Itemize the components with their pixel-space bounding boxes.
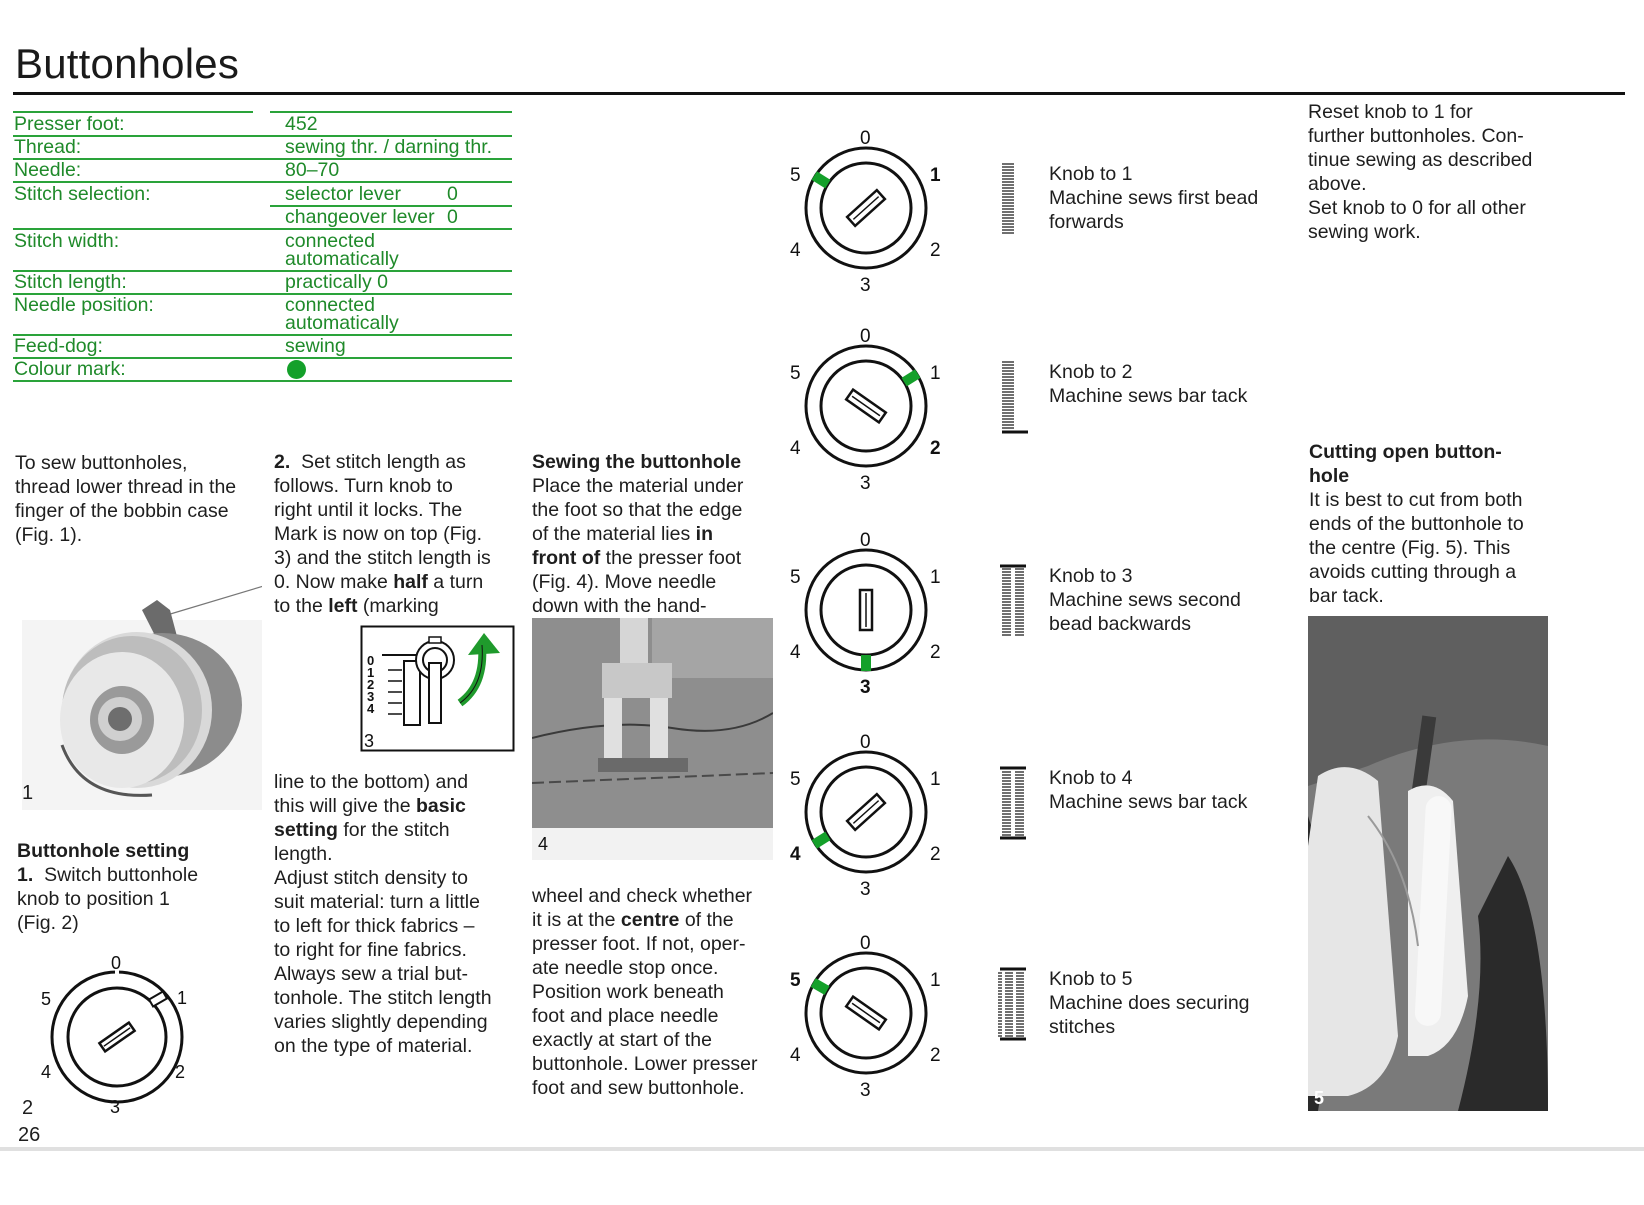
spec-value: sewing thr. / darning thr. <box>285 136 493 158</box>
presser-foot-photo <box>532 618 773 860</box>
dial-label: 0 <box>111 955 122 973</box>
spec-value: automatically <box>285 248 399 270</box>
dial-label: 0 <box>860 933 871 954</box>
dial-label: 2 <box>175 1062 186 1082</box>
page-number: 26 <box>18 1124 41 1146</box>
cutting-buttonhole-photo <box>1308 616 1548 1111</box>
stitch-pattern-icon <box>996 562 1030 640</box>
spec-label: Colour mark: <box>14 358 126 380</box>
knob-dial-fig2 <box>35 955 200 1115</box>
spec-label: Stitch length: <box>14 271 127 293</box>
figure-number: 5 <box>1314 1088 1325 1108</box>
spec-value: automatically <box>285 312 399 334</box>
knob-dial-3 <box>786 522 946 694</box>
stitch-pattern-icon <box>996 965 1030 1043</box>
dial-label: 4 <box>790 642 801 663</box>
dial-label: 1 <box>930 363 941 384</box>
stitch-pattern-icon <box>996 358 1030 436</box>
spec-value: 80–70 <box>285 159 340 181</box>
figure-number: 1 <box>22 782 34 804</box>
knob-step-5-text: Knob to 5 Machine does securing stitches <box>1049 968 1250 1038</box>
step2-text: 2. Set stitch length as follows. Turn knob to right until it locks. The Mark is now on top (Fig. 3) and the stitch length is 0. Now make half a turn to the left (marking <box>274 451 491 617</box>
dial-label: 0 <box>860 530 871 551</box>
dial-label: 0 <box>860 326 871 347</box>
dial-label: 2 <box>930 642 941 663</box>
dial-label: 5 <box>790 363 801 384</box>
scale-label: 0 <box>367 653 375 668</box>
dial-label: 1 <box>930 567 941 588</box>
dial-label: 2 <box>930 844 941 865</box>
section-heading: Sewing the buttonhole <box>532 451 742 473</box>
page-title: Buttonholes <box>15 40 240 87</box>
colour-mark <box>861 655 871 671</box>
stitch-length-knob-diagram <box>360 625 516 753</box>
cutting-section: Cutting open button- hole It is best to cut from both ends of the buttonhole to the centre (Fig. 5). This avoids cutting through a bar tack. <box>1309 441 1524 607</box>
dial-label: 5 <box>41 989 52 1009</box>
spec-value: 452 <box>285 113 318 135</box>
spec-value-zero: 0 <box>447 183 458 205</box>
spec-label: Needle: <box>14 159 82 181</box>
section-heading: Cutting open button- <box>1309 441 1502 463</box>
dial-label: 4 <box>790 844 801 865</box>
spec-value-zero: 0 <box>447 206 458 228</box>
sewing-buttonhole-section: Sewing the buttonhole Place the material under the foot so that the edge of the material lies in front of the presser foot (Fig. 4). Move needle down with the hand- <box>532 451 744 617</box>
bobbin-case-photo <box>22 585 262 810</box>
dial-label: 2 <box>930 1045 941 1066</box>
dial-label: 5 <box>790 165 801 186</box>
spec-value: practically 0 <box>285 271 388 293</box>
intro-text: To sew buttonholes, thread lower thread in the finger of the bobbin case (Fig. 1). <box>15 452 237 546</box>
dial-label: 1 <box>930 165 941 186</box>
knob-step-4-text: Knob to 4 Machine sews bar tack <box>1049 767 1248 813</box>
section-heading: Buttonhole setting <box>17 840 190 862</box>
reset-text: Reset knob to 1 for further buttonholes. Con- tinue sewing as described above. Set knob to 0 for all other sewing work. <box>1308 101 1533 243</box>
spec-value: changeover lever <box>285 206 435 228</box>
scale-label: 4 <box>367 701 375 716</box>
dial-label: 0 <box>860 128 871 149</box>
spec-value: connected <box>285 294 375 316</box>
dial-label: 5 <box>790 567 801 588</box>
dial-label: 0 <box>860 732 871 753</box>
knob-dial-4 <box>786 724 946 896</box>
knob-step-1-text: Knob to 1 Machine sews first bead forwards <box>1049 163 1259 233</box>
knob-dial-1 <box>786 120 946 292</box>
step2-text-continued: line to the bottom) and this will give the basic setting for the stitch length. Adjust stitch density to suit material: turn a little to left for thick fabrics – to right for fine fabrics. Always sew a trial but- tonhole. The stitch length varies slightly depending on the type of material. <box>274 771 492 1057</box>
dial-label: 4 <box>790 1045 801 1066</box>
spec-label: Feed-dog: <box>14 335 103 357</box>
dial-label: 5 <box>790 769 801 790</box>
figure-number: 4 <box>538 834 549 854</box>
dial-label: 1 <box>177 988 188 1008</box>
scale-label: 1 <box>367 665 375 680</box>
spec-label: Stitch selection: <box>14 183 151 205</box>
spec-label: Needle position: <box>14 294 154 316</box>
stitch-pattern-icon <box>996 764 1030 842</box>
dial-label: 3 <box>860 677 871 694</box>
dial-label: 3 <box>860 879 871 896</box>
dial-label: 5 <box>790 970 801 991</box>
spec-rule <box>13 158 512 160</box>
spec-value: sewing <box>285 335 346 357</box>
spec-label: Thread: <box>14 136 82 158</box>
spec-label: Presser foot: <box>14 113 125 135</box>
page-bottom-edge <box>0 1147 1644 1151</box>
spec-label: Stitch width: <box>14 230 120 252</box>
knob-step-2-text: Knob to 2 Machine sews bar tack <box>1049 361 1248 407</box>
spec-value: connected <box>285 230 375 252</box>
scale-label: 2 <box>367 677 375 692</box>
title-divider <box>13 92 1625 95</box>
dial-label: 3 <box>110 1097 121 1115</box>
dial-label: 3 <box>860 473 871 490</box>
spec-value: selector lever <box>285 183 401 205</box>
dial-label: 3 <box>860 1080 871 1097</box>
knob-dial-5 <box>786 925 946 1097</box>
dial-label: 4 <box>790 240 801 261</box>
dial-label: 1 <box>930 970 941 991</box>
figure-number: 2 <box>22 1097 34 1119</box>
stitch-pattern-icon <box>996 160 1030 238</box>
sewing-buttonhole-continued: wheel and check whether it is at the centre of the presser foot. If not, oper- ate needle stop once. Position work beneath foot and place needle exactly at start of the buttonhole. Lower presser foot and sew buttonhole. <box>532 885 758 1099</box>
dial-label: 2 <box>930 438 941 459</box>
scale-label: 3 <box>367 689 375 704</box>
knob-dial-2 <box>786 318 946 490</box>
knob-step-3-text: Knob to 3 Machine sews second bead backwards <box>1049 565 1241 635</box>
figure-number: 3 <box>364 731 375 751</box>
dial-label: 4 <box>790 438 801 459</box>
dial-label: 1 <box>930 769 941 790</box>
buttonhole-setting-section: Buttonhole setting 1. Switch buttonhole knob to position 1 (Fig. 2) <box>17 840 199 934</box>
dial-label: 2 <box>930 240 941 261</box>
dial-label: 3 <box>860 275 871 292</box>
dial-label: 4 <box>41 1062 52 1082</box>
spec-rule <box>13 380 512 382</box>
